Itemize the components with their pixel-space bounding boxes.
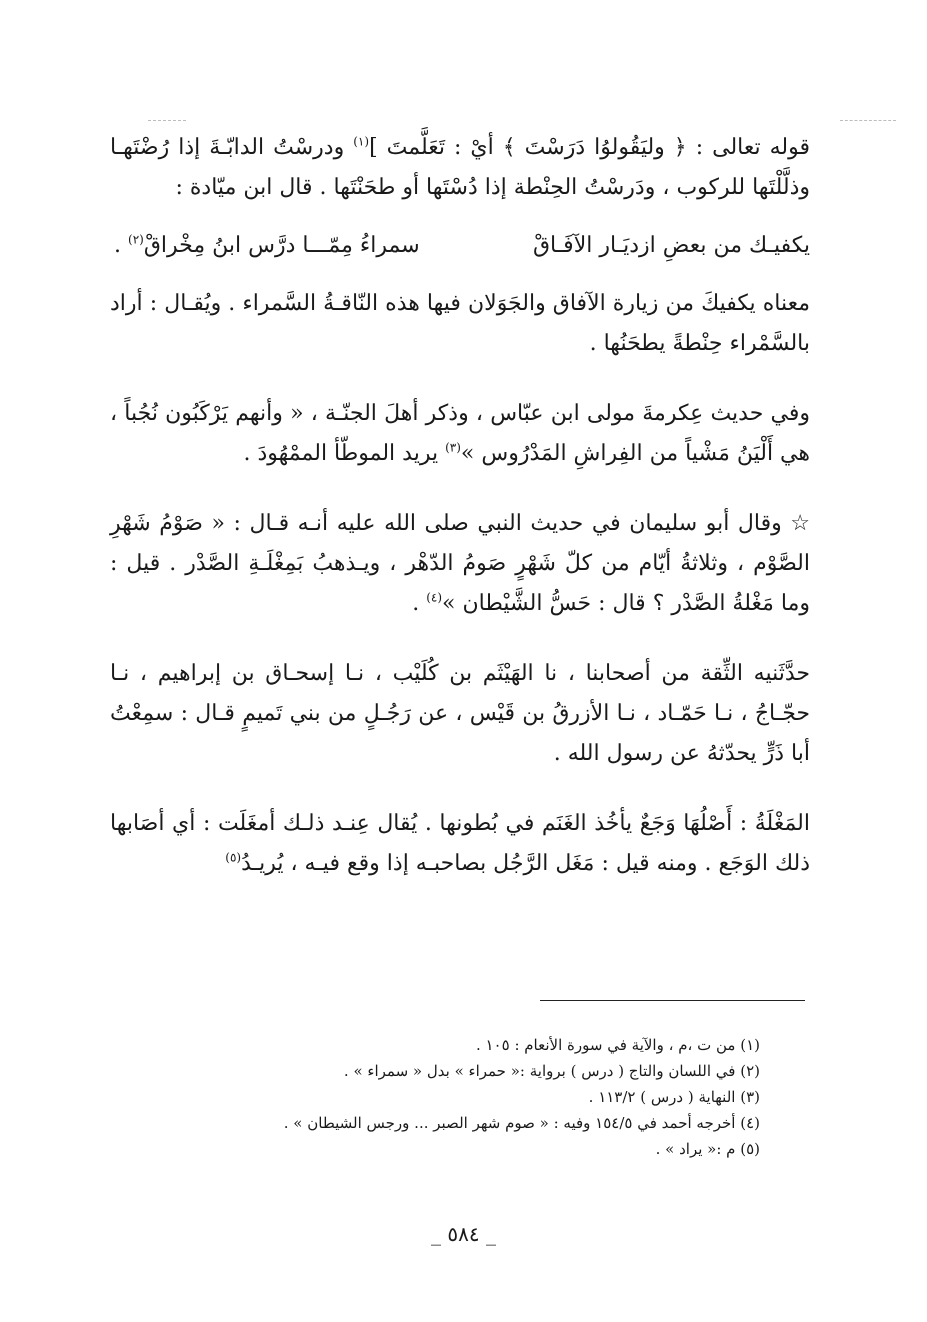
paragraph-2: معناه يكفيكَ من زيارة الآفاق والجَوَلان فيها هذه النّاقـةُ السَّمراء . ويُقـال : أراد بالسَّمْراء حِنْطةً يطحَنُها . bbox=[110, 291, 810, 356]
paragraph-1-line-1: قوله تعالى : ﴿ وليَقُولوُا دَرَسْتَ ﴾ أيْ : تَعَلَّمتَ ] bbox=[369, 135, 811, 160]
footnote-separator bbox=[540, 1000, 805, 1001]
footnote-ref-3: (٣) bbox=[445, 440, 461, 455]
scan-mark-left bbox=[148, 120, 186, 122]
paragraph-4 bbox=[110, 504, 810, 624]
footnote-item: (٤) أخرجه أحمد في ١٥٤/٥ وفيه : « صوم شهر الصبر ... ورجس الشيطان » . bbox=[283, 1114, 760, 1132]
poetry-verse bbox=[110, 226, 810, 266]
verse-first-hemistich: يكفيـك من بعضِ ازديَـار الآفَـاقْ bbox=[532, 233, 810, 258]
verse-end: . bbox=[114, 233, 128, 258]
footnotes-list bbox=[150, 1032, 760, 1162]
paragraph-1-line-1-end: ودرسْتُ الدابّـةَ إذا رُضْتَهـا bbox=[110, 135, 354, 160]
paragraph-5: حدَّثَنيه الثِّقة من أصحابنا ، نا الهَيْثَم بن كُلَيْب ، نـا إسحـاق بن إبراهيم ، نـا حجّـاجُ ، نـا حَمّـاد ، نـا الأزرقُ بن قَيْس ، عن رَجُـلٍ من بني تَميمٍ قـال : سمِعْتُ أبا ذَرٍّ يحدّثهُ عن رسول الله . bbox=[110, 661, 811, 766]
footnote-item: (٥) م :« يراد » . bbox=[655, 1140, 760, 1158]
scan-mark-right bbox=[840, 120, 896, 122]
paragraph-6-main: المَغْلَةُ : أَصْلُهَا وَجَعٌ يأخُذ الغَنَم في بُطونها . يُقال عِنـد ذلـك أمغَلَت : أي أصَابها ذلك الوَجَع . ومنه قيل : مَغَل الرَّجُل بصاحبـه إذا وقع فيـه ، يُريـدُ bbox=[110, 811, 810, 876]
footnote-ref-5: (٥) bbox=[225, 850, 242, 865]
paragraph-4-end: . bbox=[412, 591, 427, 616]
paragraph-3 bbox=[110, 394, 810, 474]
paragraph-4-main: ☆ وقال أبو سليمان في حديث النبي صلى الله عليه أنـه قـال : « صَوْمُ شَهْرِ الصَّوْم ، وثلاثةُ أيّام من كلّ شَهْرٍ صَومُ الدّهْر ، ويـذهبُ بَمِغْلَـةِ الصَّدْر . قيل : وما مَغْلةُ الصَّدْر ؟ قال : حَسُّ الشَّيْطان » bbox=[110, 511, 810, 616]
paragraph-3-main: وفي حديث عِكرمةَ مولى ابن عبّاس ، وذكر أهلَ الجنّـة ، « وأنهم يَرْكَبُون نُجُباً ، هي أَلْيَنُ مَشْياً من الفِراشِ المَدْرُوس » bbox=[110, 401, 810, 466]
verse-second-hemistich: سمراءُ مِمّـــا درَّس ابنُ مِخْراقْ bbox=[143, 233, 420, 258]
paragraph-6 bbox=[110, 804, 810, 884]
footnote-ref-4: (٤) bbox=[426, 590, 443, 605]
verse-second-hemistich-wrap bbox=[114, 226, 420, 266]
paragraph-1-line-2: وذلَّلْتَها للركوب ، ودَرسْتُ الحِنْطة إذا دُسْتَها أو طحَنْتَها . قال ابن ميّادة : bbox=[175, 175, 810, 200]
paragraph-1 bbox=[110, 128, 810, 208]
footnote-ref-1: (١) bbox=[353, 134, 370, 149]
footnote-item: (١) من ت ،م ، والآية في سورة الأنعام : ١٠٥ . bbox=[475, 1036, 760, 1054]
paragraph-3-end: يريد الموطّأ الممْهُودَ . bbox=[243, 441, 446, 466]
footnote-item: (٣) النهاية ( درس ) ١١٣/٢ . bbox=[588, 1088, 760, 1106]
main-text bbox=[110, 128, 810, 884]
footnote-item: (٢) في اللسان والتاج ( درس ) برواية :« حمراء » بدل « سمراء » . bbox=[343, 1062, 760, 1080]
footnote-ref-2: (٢) bbox=[128, 232, 144, 247]
page-number: _ ٥٨٤ _ bbox=[431, 1222, 496, 1246]
